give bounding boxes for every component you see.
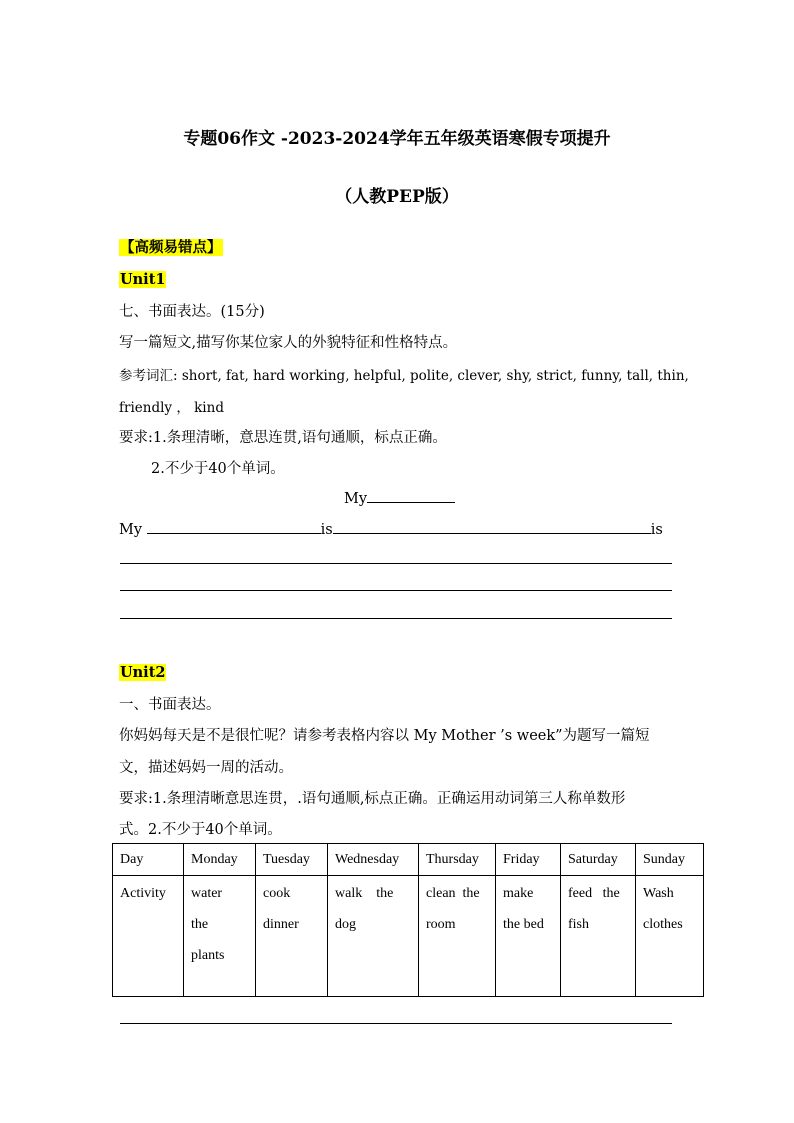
table-header-cell: Friday bbox=[496, 844, 561, 876]
unit2-requirement-line2: 式。2.不少于40个单词。 bbox=[119, 822, 282, 838]
page-subtitle: （人教PEP版） bbox=[335, 187, 459, 207]
table-header-cell: Saturday bbox=[561, 844, 636, 876]
activity-line: make bbox=[503, 886, 534, 901]
page-title: 专题06作文 -2023-2024学年五年级英语寒假专项提升 bbox=[183, 129, 611, 149]
unit1-requirement2: 2.不少于40个单词。 bbox=[151, 461, 285, 477]
blank-family-member[interactable] bbox=[147, 519, 321, 534]
table-header-cell: Sunday bbox=[636, 844, 704, 876]
activity-line: feed the bbox=[568, 886, 620, 901]
activity-line: cook bbox=[263, 886, 291, 901]
activity-cell-sunday bbox=[636, 876, 704, 997]
table-header-cell: Wednesday bbox=[328, 844, 419, 876]
unit1-label: Unit1 bbox=[120, 271, 166, 288]
activity-line: Wash bbox=[643, 886, 674, 901]
unit1-ref-words-line2: friendly ， kind bbox=[119, 400, 224, 416]
table-activity-row bbox=[113, 876, 704, 997]
table-header-cell: Day bbox=[113, 844, 184, 876]
activity-line: room bbox=[426, 917, 456, 932]
unit2-requirement-line1: 要求:1.条理清晰意思连贯，.语句通顺,标点正确。正确运用动词第三人称单数形 bbox=[119, 791, 626, 807]
unit2-label: Unit2 bbox=[120, 664, 166, 681]
activity-cell-tuesday bbox=[256, 876, 328, 997]
blank-description[interactable] bbox=[333, 519, 651, 534]
writing-line[interactable] bbox=[120, 563, 672, 564]
unit2-label-wrapper bbox=[119, 662, 166, 681]
first-line-is2: is bbox=[650, 522, 663, 538]
table-row-label: Activity bbox=[113, 876, 184, 997]
unit1-ref-words-line1: 参考词汇: short, fat, hard working, helpful, polite, clever, shy, strict, funny, tall, thin, bbox=[119, 368, 689, 384]
activity-cell-monday bbox=[184, 876, 256, 997]
unit1-instruction: 写一篇短文,描写你某位家人的外貌特征和性格特点。 bbox=[119, 335, 458, 351]
unit2-prompt-line2: 文，描述妈妈一周的活动。 bbox=[119, 760, 293, 776]
table-header-cell: Tuesday bbox=[256, 844, 328, 876]
unit1-requirement1: 要求:1.条理清晰，意思连贯,语句通顺，标点正确。 bbox=[119, 430, 447, 446]
activity-cell-thursday bbox=[419, 876, 496, 997]
unit2-prompt-line1: 你妈妈每天是不是很忙呢？请参考表格内容以 My Mother ’s week”为题写一篇短 bbox=[119, 728, 650, 744]
section-tag: 【高频易错点】 bbox=[120, 239, 222, 256]
table-header-row bbox=[113, 844, 704, 876]
activity-line: the bed bbox=[503, 917, 544, 932]
writing-line[interactable] bbox=[120, 618, 672, 619]
activity-line: plants bbox=[191, 948, 225, 963]
first-line-is1: is bbox=[320, 522, 333, 538]
writing-line[interactable] bbox=[120, 590, 672, 591]
activity-line: fish bbox=[568, 917, 589, 932]
activity-cell-wednesday bbox=[328, 876, 419, 997]
activity-cell-saturday bbox=[561, 876, 636, 997]
activity-line: walk the bbox=[335, 886, 394, 901]
section-tag-wrapper bbox=[119, 236, 223, 257]
weekly-activity-table bbox=[112, 843, 704, 997]
essay-title-prefix: My bbox=[344, 491, 368, 507]
table-header-cell: Thursday bbox=[419, 844, 496, 876]
unit1-task-heading: 七、书面表达。(15分) bbox=[119, 304, 265, 320]
essay-title-blank[interactable] bbox=[367, 488, 455, 503]
unit1-essay-title bbox=[344, 488, 455, 507]
activity-line: clothes bbox=[643, 917, 683, 932]
activity-line: dinner bbox=[263, 917, 299, 932]
activity-line: clean the bbox=[426, 886, 480, 901]
unit1-label-wrapper bbox=[119, 269, 166, 288]
first-line-my: My bbox=[119, 522, 143, 538]
activity-line: water bbox=[191, 886, 223, 901]
activity-cell-friday bbox=[496, 876, 561, 997]
activity-line: dog bbox=[335, 917, 356, 932]
unit2-task-heading: 一、书面表达。 bbox=[119, 697, 221, 713]
unit1-first-line bbox=[119, 519, 663, 538]
writing-line[interactable] bbox=[120, 1023, 672, 1024]
activity-line: the bbox=[191, 917, 209, 932]
table-header-cell: Monday bbox=[184, 844, 256, 876]
